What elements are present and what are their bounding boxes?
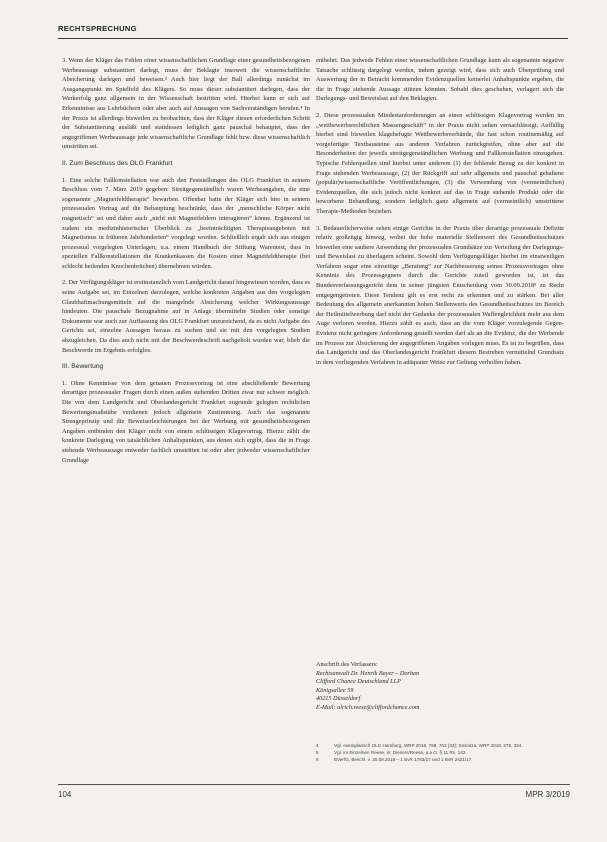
paragraph: 3. Wenn der Kläger das Fehlen einer wissenschaftlichen Grundlage einer gesundheitsbezogenen Werbeaussage substantiiert darlegt, muss der Beklagte insoweit die wissenschaftliche Absicherung darlegen und beweisen.³ Auch hier liegt der Ball allerdings zunächst im Ausgangspunkt im Spielfeld des Klägers. So muss dieser substantiiert darlegen, dass der Werkerfolg ganz allgemein in der Wissenschaft bestritten wird. Hierbei kann er sich auf Erkenntnisse aus Lehrbüchern oder aber auch auf Aussagen von Sachverständigen berufen.⁴ In der Praxis ist allerdings bisweilen zu beobachten, dass der Kläger diesen erforderlichen Schritt der Substantiierung ausläßt und stattdessen lediglich ganz pauschal behauptet, dass der angegriffenen Werbeaussage jede wissenschaftliche Grundlage fehlt bzw. diese wissenschaftlich umstritten sei. [62, 57, 310, 151]
page-footer [58, 784, 570, 799]
paragraph: 2. Der Verfügungskläger ist erstinstanzlich vom Landgericht darauf hingewiesen worden, dass es seine Aufgabe sei, im Einzelnen darzulegen, welche konkreten Angaben aus den vorgelegten Glaubhaftmachungsmitteln auf die mangelnde Absicherung welcher Wirkungsaussage hindeuten. Die pauschale Bezugnahme auf in Anlage übermittelte Studien oder sonstige Dokumente war auch zur Auffassung des OLG Frankfurt unzureichend, da es nicht Aufgabe des Gerichts sei, einzelne Aussagen heraus zu suchen und sie mit den vorgelegten Studien abzugleichen. Da dies auch nicht mit der Beschwerdeschrift nachgeholt wurden war, blieb die Beschwerde im Ergebnis erfolglos. [62, 279, 310, 354]
author-street: Königsallee 59 [316, 686, 354, 694]
footnotes [316, 742, 568, 763]
author-city: 40215 Düsseldorf [316, 695, 361, 703]
page-number: 104 [58, 790, 72, 799]
footnote [316, 749, 568, 756]
author-email[interactable]: E-Mail: ulrich.reese@cliffordchance.com [316, 703, 420, 711]
section-heading: II. Zum Beschluss des OLG Frankfurt [62, 159, 173, 167]
footnote-number: 5 [316, 750, 319, 755]
footnote-text: BVerfG, Beschl. v. 30.09.2018 – 1 BvR 1783/17 und 1 BvR 2421/17. [334, 757, 473, 762]
footnote-text: Vgl. exemplarisch OLG Hamburg, WRP 2018, 758, 763 (33); Sosnitza, WRP 2018, 278, 334. [334, 743, 523, 748]
author-name: Rechtsanwalt Dr. Henrik Bayer – Dorban [316, 669, 420, 677]
page-header [58, 22, 568, 39]
footnote [316, 742, 568, 749]
footnote-text: Vgl. im Einzelnen Reese, in: Dieners/Reese, a.a.O. § 11 Rn. 142. [334, 750, 467, 755]
address-heading: Anschrift des Verfassers: [316, 661, 378, 668]
section-heading: III. Bewertung [62, 363, 104, 371]
author-address [316, 661, 536, 713]
right-column [316, 56, 564, 374]
footnote-number: 4 [316, 743, 319, 748]
paragraph: 1. Ohne Kenntnisse von dem genauen Prozessvortrag ist eine abschließende Bewertung derartiger prozessualer Fragen durch einen außen stehenden Dritten zwar nur schwer möglich. Die von dem Landgericht und Oberlandesgericht Frankfurt zugrunde gelegten rechtlichen Bewertungsmaßstäbe verdienen jedoch allgemein Zustimmung. Auch das sogenannte Strengeprinzip und die Beweiserleichterungen bei der Werbung mit gesundheitsbezogenen Angaben entbinden den Kläger nicht von einem schlüssigen Klagevortrag. Hierzu zählt die konkrete Darlegung von tatsächlichen Anhaltspunkten, aus denen sich ergibt, dass die in Frage stehende Werbeaussage entweder fachlich umstritten ist oder aber jedweder wissenschaftlicher Grundlage [62, 379, 310, 464]
left-column [62, 56, 310, 472]
author-firm: Clifford Chance Deutschland LLP [316, 678, 401, 686]
paragraph: 1. Eine solche Fallkonstellation war auch den Feststellungen des OLG Frankfurt in seinem Beschluss vom 7. März 2019 gegeben: Streitgegenständlich waren Werbeangaben, die eine sogenannte „Magnetfeldtherapie“ bewarben. Offenbar hatte der Kläger sich hier in seinem prozessualen Vortrag auf die Behauptung beschränkt, dass der „menschliche Körper nicht magnetisch“ sei und daher auch „nicht mit Magnetfeldern interagieren“ könne. Ergänzend ist zudem ein medizinhistorischer Überblick zu „beeinträchtigten Therapieangeboten mit Magnetismus in früheren Jahrhunderten“ vorgelegt worden. Schließlich ergab sich aus einigen prozessual vorgelegten Unterlagen, u.a. einem Handbuch der Stiftung Warentest, dass in speziellen Fallkonstellationen die Krankenkassen die Kosten einer Magnetfeldtherapie (bei schlecht heilenden Knochenbrüchen) übernehmen würden. [62, 176, 310, 270]
section-label: RECHTSPRECHUNG [58, 24, 137, 33]
journal-issue: MPR 3/2019 [525, 790, 570, 799]
footnote [316, 756, 568, 763]
paragraph: entbehrt. Das jedwede Fehlen einer wissenschaftlichen Grundlage kann als sogenannte negative Tatsache schlüssig dargelegt werden, indem gezeigt wird, dass sich auch Überprüfung und Auswertung der in Betracht kommenden Evidenzquellen keinerlei Anhaltspunkte ergeben, die die in Frage stehende Aussage stützen könnten. Sobald dies geschehen, verlagert sich die Darlegungs- und Beweislast auf den Beklagten. [316, 57, 564, 103]
paragraph: 2. Diese prozessualen Mindestanforderungen an einen schlüssigen Klagevortrag werden im „wettbewerbsrechtlichen Massengeschäft“ in der Praxis nicht selten vernachlässigt. Auffällig hierbei sind bisweilen klagebefugte Wettbewerbsverbände, die fast schon routinemäßig auf vorgefertigte Textbausteine aus anderen Verfahren zurückgreifen, ohne aber auf die Besonderheiten der jeweils streitgegenständlichen Werbung und Fallkonstellation einzugehen. Typische Fehlerquellen sind hierbei unter anderem (1) der fehlende Bezug zu der konkret in Frage stehenden Werbeaussage, (2) der Rückgriff auf sehr allgemein und pauschal gehaltene (populär)wissenschaftliche Veröffentlichungen, (3) die Verwendung von (vermeintlichen) Evidenzquellen, die sich jedoch nicht konkret auf das in Frage stehende Produkt oder die beworbene Behandlung, sondern lediglich ganz allgemein auf (vermeintlich) umstrittene Therapie-Methoden beziehen. [316, 111, 564, 215]
paragraph: 3. Bedauerlicherweise sehen einige Gerichte in der Praxis über derartige prozessuale Defizite relativ großzügig hinweg, wobei der hohe materielle Stellenwert des Gesundheitsschutzes bisweilen eine saubere Anwendung der prozessualen Grundsätze zur Verteilung der Darlegungs- und Beweislast zu überlagern scheint. Sowohl dem Verfügungskläger hierbei im einstweiligen Verfahren sogar eine einseitige „Beratung“ zur Nachbesserung seines Prozessvortrages ohne Kenntnis des Prozessgegners durch die Gerichte zuteil geworden ist, ist das Bundesverfassungsgericht dem in seiner jüngsten Entscheidung vom 30.09.2018⁵ zu Recht entgegengetreten. Diese Tendenz gilt es erst recht zu erkennen und zu stärken. Bei aller Bedeutung des allgemein anerkannten hohen Stellenwerts des Gesundheitsschutzes im Bereich der Heilmittelwerbung darf nicht der Gedanke der prozessualen Waffengleichheit mehr aus dem Auge verloren werden. Hierzu zählt es auch, dass an die vom Kläger vorzulegende Gegen-Evidenz nicht geringere Anforderung gestellt werden darf als an die Evidenz, die der Werbende im Prozess zur Absicherung der angegriffenen Angaben vorlegen muss. Es ist zu begrüßen, dass das Landgericht und das Oberlandesgericht Frankfurt diesem Bestreben vermittelnd Grundsatz in dem vorliegenden Verfahren in adäquater Weise zur Geltung verholfen haben. [316, 224, 564, 366]
footnote-number: 6 [316, 757, 319, 762]
